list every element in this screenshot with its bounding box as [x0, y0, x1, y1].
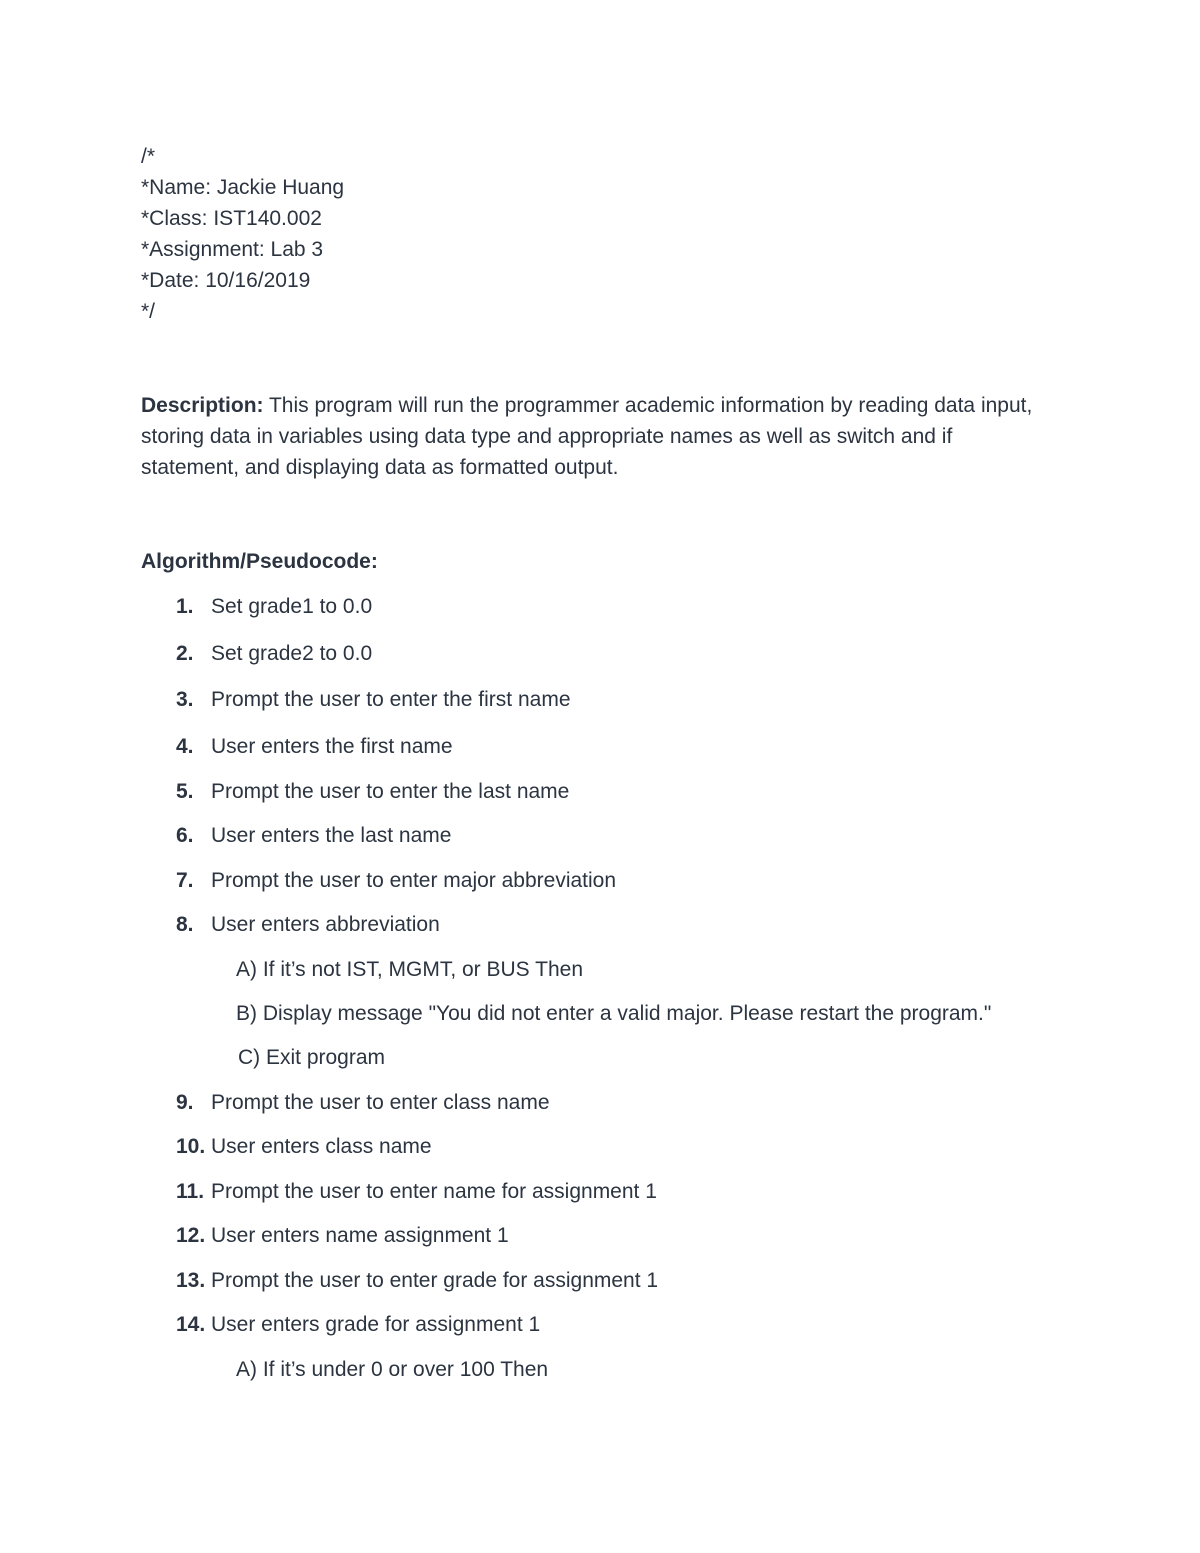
sub-item-8a: A) If it’s not IST, MGMT, or BUS Then: [236, 958, 583, 981]
sub-item-14a: A) If it’s under 0 or over 100 Then: [236, 1358, 549, 1381]
list-number: 8.: [176, 913, 194, 936]
list-item: Set grade2 to 0.0: [211, 642, 373, 665]
list-number: 3.: [176, 688, 194, 711]
list-item: Prompt the user to enter the last name: [211, 780, 570, 803]
list-number: 2.: [176, 642, 194, 665]
comment-open: /*: [141, 145, 156, 168]
list-number: 14.: [176, 1313, 206, 1336]
description-text-1: This program will run the programmer academic information by reading data input,: [263, 394, 1033, 417]
list-item: Prompt the user to enter grade for assignment 1: [211, 1269, 659, 1292]
list-item: Prompt the user to enter name for assignment 1: [211, 1180, 657, 1203]
list-number: 12.: [176, 1224, 206, 1247]
list-number: 5.: [176, 780, 194, 803]
description-line-1: [141, 393, 1032, 419]
list-item: User enters class name: [211, 1135, 432, 1158]
list-item: Set grade1 to 0.0: [211, 595, 373, 618]
list-number: 4.: [176, 735, 194, 758]
class-line: *Class: IST140.002: [141, 207, 322, 230]
description-label: Description:: [141, 394, 264, 417]
list-item: Prompt the user to enter the first name: [211, 688, 571, 711]
list-item: User enters name assignment 1: [211, 1224, 509, 1247]
date-line: *Date: 10/16/2019: [141, 269, 311, 292]
name-line: *Name: Jackie Huang: [141, 176, 345, 199]
description-line-2: storing data in variables using data type and appropriate names as well as switch and if: [141, 425, 953, 448]
algorithm-heading: Algorithm/Pseudocode:: [141, 550, 378, 573]
list-item: User enters the first name: [211, 735, 453, 758]
description-line-3: statement, and displaying data as formatted output.: [141, 456, 619, 479]
list-item: User enters grade for assignment 1: [211, 1313, 541, 1336]
assignment-line: *Assignment: Lab 3: [141, 238, 324, 261]
comment-close: */: [141, 300, 156, 323]
sub-item-8b: B) Display message "You did not enter a valid major. Please restart the program.": [236, 1002, 992, 1025]
list-number: 10.: [176, 1135, 206, 1158]
list-item: User enters abbreviation: [211, 913, 440, 936]
list-number: 7.: [176, 869, 194, 892]
list-number: 11.: [176, 1180, 205, 1203]
list-item: Prompt the user to enter class name: [211, 1091, 550, 1114]
sub-item-8c: C) Exit program: [238, 1046, 386, 1069]
list-item: User enters the last name: [211, 824, 452, 847]
list-number: 6.: [176, 824, 194, 847]
list-number: 9.: [176, 1091, 194, 1114]
list-number: 1.: [176, 595, 194, 618]
list-number: 13.: [176, 1269, 206, 1292]
list-item: Prompt the user to enter major abbreviation: [211, 869, 617, 892]
